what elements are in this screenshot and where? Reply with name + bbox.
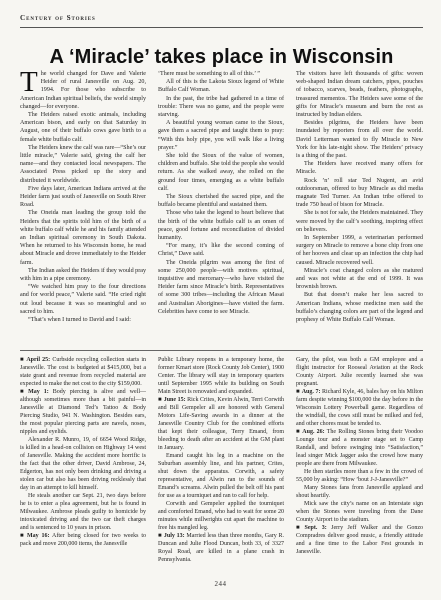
article-paragraph: “For many, it’s like the second coming of Christ,” Dave said. <box>158 243 284 258</box>
page-number: 244 <box>214 580 227 588</box>
timeline-text: He steals another car Sept. 21, two days before he is to enter a plea agreement, but he is found in Milwaukee. Ambrose pleads guilty to homicide by intoxicated driving and the two car theft charges and is sentenced to 10 years in prison. <box>20 493 146 531</box>
timeline-entry <box>20 436 146 492</box>
article-paragraph: The Indian asked the Heiders if they would pray with him in a pipe ceremony. <box>20 267 146 283</box>
article-paragraph: “We watched him pray to the four directions and for world peace,” Valerie said. “He cried right out loud because it was so meaningful and so sacred to him. <box>20 284 146 315</box>
timeline-date: Sept. 3: <box>304 525 327 531</box>
bullet-square-icon: ■ <box>20 533 25 539</box>
timeline-text: Curbside recycling collection starts in Janesville. The cost is budgeted at $415,000, but a state grant and revenue from recycled material are expected to make the net cost to the city $159,000. <box>20 357 146 387</box>
article-paragraph: ‘There must be something to all of this.’ ” <box>158 71 260 77</box>
article-paragraph: The visitors have left thousands of gifts: woven web-shaped Indian dream catchers, pipes, pouches of tobacco, scarves, beads, feathers, photographs, treasured mementos. The Heiders save some of the gifts for Miracle’s museum and burn the rest as instructed by Indian elders. <box>296 71 423 119</box>
timeline-date: May 16: <box>26 533 50 539</box>
timeline-entry <box>158 452 284 500</box>
article-paragraph: A beautiful young woman came to the Sioux, gave them a sacred pipe and taught them to pray: “With this holy pipe, you will walk like a living prayer.” <box>158 120 284 151</box>
timeline-text: The Rolling Stones bring their Voodoo Lounge tour and a monster stage set to Camp Randall, and before swinging into “Satisfaction,” lead singer Mick Jagger asks the crowd how many people are there from Milwaukee. <box>296 429 423 467</box>
article-paragraph: The Heiders raised exotic animals, including American bison, and early on that Saturday in August, one of their buffalo cows gave birth to a female white buffalo calf. <box>20 112 146 143</box>
timeline-entry <box>158 356 284 396</box>
article-paragraph: The Heiders have received many offers for Miracle. <box>296 161 423 176</box>
timeline-text: Many Stones fans from Janesville applaud and shout heartily. <box>296 485 423 499</box>
bullet-square-icon: ■ <box>20 357 25 363</box>
timeline-column-3 <box>296 356 423 574</box>
timeline-date: June 15: <box>163 397 186 403</box>
timeline-text: Mick saw the city’s name on an Interstate sign when the Stones were traveling from the Dane County Airport to the stadium. <box>296 501 423 523</box>
timeline-text: Married less than three months, Gary R. Duncan and Julie Flood Duncan, both 33, of 3327 Royal Road, are killed in a plane crash in Pennsylvania. <box>158 533 284 563</box>
article-paragraph: She told the Sioux of the value of women, children and buffalo. She told the people she would return. As she walked away, she rolled on the ground four times, emerging as a white buffalo calf. <box>158 153 284 192</box>
section-divider <box>20 350 423 351</box>
header-rule <box>20 27 423 28</box>
article-paragraph: Rock ’n’ roll star Ted Nugent, an avid outdoorsman, offered to buy Miracle as did media magnate Ted Turner. An Indian tribe offered to trade 750 head of bison for Miracle. <box>296 177 423 209</box>
timeline-date: April 25: <box>26 357 51 363</box>
article-paragraph: But that doesn’t make her less sacred to American Indians, whose medicine men said the buffalo’s changing colors are part of the legend and prophesy of White Buffalo Calf Woman. <box>296 292 423 324</box>
timeline-text: Corwith and Gempeler applied the tourniquet and comforted Emand, who had to wait for some 20 minutes while millwrights cut apart the machine to free his mangled leg. <box>158 501 284 531</box>
article-paragraph: Miracle’s coat changed colors as she matured and was not white at the end of 1999. It was brownish brown. <box>296 267 423 291</box>
article-paragraph: She is not for sale, the Heiders maintained. They were moved by the calf’s soothing, inspiring effect on believers. <box>296 210 423 233</box>
article-paragraph: Besides pilgrims, the Heiders have been inundated by reporters from all over the world. David Letterman wanted to fly Miracle to New York for his late-night show. The Heiders’ privacy is a thing of the past. <box>296 120 423 160</box>
timeline-date: July 13: <box>163 533 185 539</box>
timeline-text: Rick Crites, Kevin Alwin, Terri Corwith and Bill Gempeler all are honored with General Motors Life-Saving awards in a dinner at the Janesville Country Club for the combined efforts that kept their colleague, Terry Emand, from bleeding to death after an accident at the GM plant in January. <box>158 397 284 451</box>
timeline-text: Body piercing is alive and well—although sometimes more than a bit painful—in Janesville at Diamond Ted’s Tattoo & Body Piercing Studio, 941 N. Washington. Besides ears, the most popular piercing parts are navels, noses, nipples and eyelids. <box>20 389 146 435</box>
timeline-entry <box>296 484 423 500</box>
timeline-entry <box>158 396 284 452</box>
timeline-text: Gary, the pilot, was both a GM employee and a flight instructor for Rooseal Aviation at the Rock County Airport. Julie recently learned she was pregnant. <box>296 357 423 387</box>
timeline-text: Richard Kyle, 46, bales hay on his Milton farm despite winning $100,000 the day before in the Wisconsin Lottery Powerball game. Regardless of the windfall, the cows still must be milked and fed, and other chores must be tended to. <box>296 389 423 427</box>
article-paragraph: The world changed for Dave and Valerie Heider of rural Janesville on Aug. 20, 1994. For those who subscribe to American Indian spiritual beliefs, the world simply changed—for everyone. <box>20 70 146 110</box>
timeline-entry <box>158 500 284 532</box>
bullet-square-icon: ■ <box>20 389 27 395</box>
article-paragraph: All of this is the Lakota Sioux legend of White Buffalo Calf Woman. <box>158 79 284 94</box>
timeline-date: Aug. 26: <box>302 429 325 435</box>
timeline-column-1 <box>20 356 146 574</box>
bullet-square-icon: ■ <box>158 397 162 403</box>
bullet-square-icon: ■ <box>296 389 300 395</box>
bullet-square-icon: ■ <box>296 525 303 531</box>
article-paragraph: Those who take the legend to heart believe that the birth of the white buffalo calf is an omen of peace, good fortune and reconciliation of divided humanity. <box>158 210 284 242</box>
article-paragraph: The Oneida man leading the group told the Heiders that the spirits told him of the birth of a white buffalo calf while he and his family attended an Indian spiritual ceremony in South Dakota. When he returned to his Wisconsin home, he read about Miracle and drove immediately to the Heider farm. <box>20 210 146 266</box>
timeline-entry <box>296 428 423 468</box>
timeline-text: Emand caught his leg in a machine on the Suburban assembly line, and his partner, Crites, shut down the apparatus. Corwith, a safety representative, and Alwin ran to the sounds of Emand’s screams. Alwin pulled the belt off his pant for use as a tourniquet and ran to call for help. <box>158 453 284 499</box>
article-paragraph: The Oneida pilgrim was among the first of some 250,000 people—with motives spiritual, inquisitive and mercenary—who have visited the Heider farm since Miracle’s birth. Representatives of some 300 tribes—including the African Masai and Australian Aborigines—have visited the farm. Celebrities have come to see Miracle. <box>158 259 284 315</box>
article-title: A ‘Miracle’ takes place in Wisconsin <box>49 46 394 68</box>
article-column-2 <box>158 70 284 346</box>
article-paragraph: In the past, the tribe had gathered in a time of trouble: There was no game, and the people were starving. <box>158 95 284 119</box>
article-paragraph: The Sioux cherished the sacred pipe, and the buffalo became plentiful and sustained them. <box>158 194 284 209</box>
article-paragraph: Five days later, American Indians arrived at the Heider farm just south of Janesville on South River Road. <box>20 185 146 209</box>
timeline-entry <box>296 524 423 556</box>
timeline-date: May 1: <box>28 389 49 395</box>
timeline-text: He then startles more than a few in the crowd of 55,000 by asking: “How ’bout J-J-Janesville?” <box>296 469 423 483</box>
timeline-entry <box>296 468 423 484</box>
timeline-entry <box>20 492 146 532</box>
timeline-text: After being closed for two weeks to pack and move 200,000 items, the Janesville <box>20 533 146 547</box>
timeline-entry <box>158 532 284 564</box>
article-paragraph: “That’s when I turned to David and I said: <box>28 317 131 324</box>
timeline-text: Alexander R. Munro, 19, of 6654 Wood Ridge, is killed in a head-on collision on Highway 14 west of Janesville. Making the accident more horrific is the fact that the other driver, David Ambrose, 24, Edgerton, has not only been drinking and driving a stolen car but also has been driving recklessly that day in an attempt to kill himself. <box>20 437 146 491</box>
timeline-text: Jerry Jeff Walker and the Gonzo Compradres deliver good music, a friendly attitude and a fine time to the Labor Fest grounds in Janesville. <box>296 525 423 555</box>
running-head: Century of Stories <box>20 14 96 22</box>
timeline-entry <box>20 356 146 388</box>
timeline-text: Public Library reopens in a temporary home, the former Kmart store (Rock County Job Center), 1900 Center. The library will stay in temporary quarters until September 1995 while its building on South Main Street is renovated and expanded. <box>158 357 284 395</box>
timeline-entry <box>296 500 423 524</box>
drop-cap: T <box>20 70 38 98</box>
article-paragraph: The Heiders knew the calf was rare—“She’s our little miracle,” Valerie said, giving the calf her name—and they contacted local newspapers. The Associated Press picked up the story and distributed it worldwide. <box>20 144 146 184</box>
article-column-3 <box>296 70 423 346</box>
timeline-entry <box>296 388 423 428</box>
timeline-entry <box>296 356 423 388</box>
bullet-square-icon: ■ <box>296 429 301 435</box>
bullet-square-icon: ■ <box>158 533 162 539</box>
timeline-entry <box>20 388 146 436</box>
timeline-date: Aug. 7: <box>301 389 321 395</box>
timeline-entry <box>20 532 146 548</box>
article-paragraph: In September 1999, a veterinarian performed surgery on Miracle to remove a bone chip from one of her hooves and clear up an infection the chip had caused. Miracle recovered well. <box>296 235 423 266</box>
article-column-1 <box>20 70 146 346</box>
timeline-column-2 <box>158 356 284 574</box>
